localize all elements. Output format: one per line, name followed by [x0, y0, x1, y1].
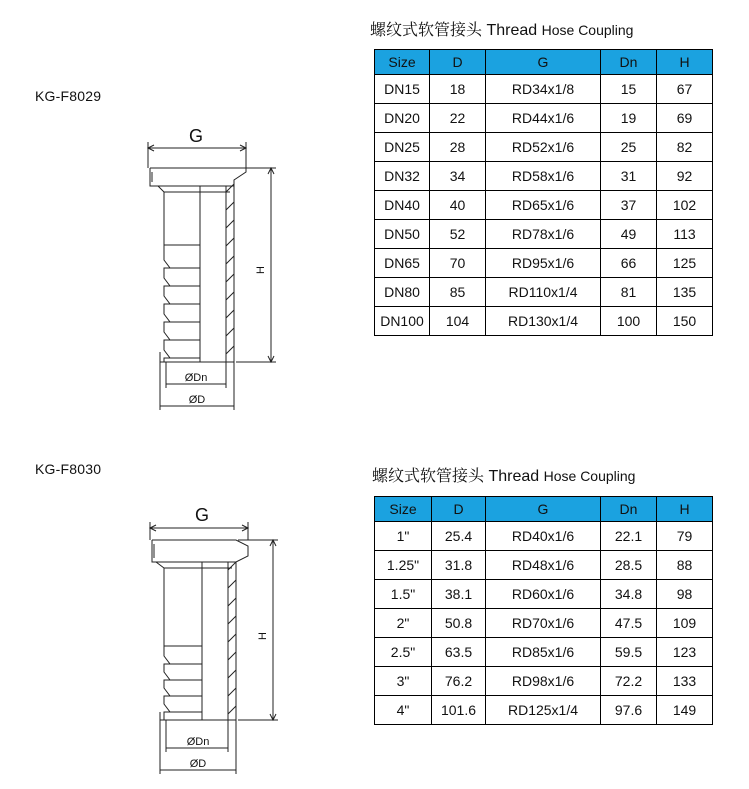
- table-caption: [372, 463, 635, 486]
- table-row: [375, 307, 713, 336]
- table-header-row: [375, 497, 713, 522]
- table-cell: 15: [601, 75, 657, 104]
- table-row: [375, 133, 713, 162]
- column-header: Dn: [601, 497, 657, 522]
- table-cell: 19: [601, 104, 657, 133]
- column-header: H: [657, 497, 713, 522]
- table-cell: RD85x1/6: [486, 638, 601, 667]
- table-row: [375, 220, 713, 249]
- column-header: Dn: [601, 50, 657, 75]
- table-cell: DN100: [375, 307, 430, 336]
- table-cell: 69: [657, 104, 713, 133]
- table-cell: 18: [430, 75, 486, 104]
- spec-table: [374, 496, 713, 725]
- dim-label-dn: ØDn: [186, 736, 210, 748]
- table-cell: 81: [601, 278, 657, 307]
- table-cell: RD40x1/6: [486, 522, 601, 551]
- table-cell: RD44x1/6: [486, 104, 601, 133]
- column-header: G: [486, 50, 601, 75]
- table-caption: [370, 17, 633, 40]
- spec-table: [374, 49, 713, 336]
- table-row: [375, 551, 713, 580]
- table-row: [375, 191, 713, 220]
- table-cell: 38.1: [432, 580, 486, 609]
- caption-cn: 螺纹式软管接头: [370, 22, 483, 39]
- table-cell: RD125x1/4: [486, 696, 601, 725]
- table-cell: RD52x1/6: [486, 133, 601, 162]
- model-label: KG-F8029: [35, 88, 102, 104]
- column-header: H: [657, 50, 713, 75]
- table-cell: 100: [601, 307, 657, 336]
- dim-label-g: G: [188, 126, 204, 146]
- table-cell: 34: [430, 162, 486, 191]
- table-cell: 22: [430, 104, 486, 133]
- dim-label-d: ØD: [189, 758, 207, 770]
- table-cell: 4": [375, 696, 432, 725]
- table-cell: DN15: [375, 75, 430, 104]
- table-cell: RD58x1/6: [486, 162, 601, 191]
- table-cell: 47.5: [601, 609, 657, 638]
- table-row: [375, 609, 713, 638]
- dim-label-h: H: [257, 632, 269, 640]
- table-cell: 59.5: [601, 638, 657, 667]
- table-row: [375, 667, 713, 696]
- table-cell: 1": [375, 522, 432, 551]
- table-row: [375, 696, 713, 725]
- table-cell: 125: [657, 249, 713, 278]
- table-cell: 22.1: [601, 522, 657, 551]
- dim-label-h: H: [255, 266, 267, 274]
- table-cell: 88: [657, 551, 713, 580]
- table-cell: 102: [657, 191, 713, 220]
- table-cell: RD110x1/4: [486, 278, 601, 307]
- table-cell: 40: [430, 191, 486, 220]
- table-cell: 101.6: [432, 696, 486, 725]
- table-cell: DN80: [375, 278, 430, 307]
- caption-en-1: Thread: [488, 468, 540, 485]
- table-cell: 25: [601, 133, 657, 162]
- table-cell: DN40: [375, 191, 430, 220]
- table-row: [375, 162, 713, 191]
- table-cell: 2": [375, 609, 432, 638]
- table-cell: 82: [657, 133, 713, 162]
- dim-label-d: ØD: [188, 394, 206, 406]
- table-cell: 25.4: [432, 522, 486, 551]
- table-header-row: [375, 50, 713, 75]
- column-header: D: [432, 497, 486, 522]
- table-row: [375, 75, 713, 104]
- table-cell: 79: [657, 522, 713, 551]
- table-row: [375, 104, 713, 133]
- caption-en-1: Thread: [486, 22, 538, 39]
- table-cell: 31: [601, 162, 657, 191]
- table-cell: 1.25": [375, 551, 432, 580]
- column-header: G: [486, 497, 601, 522]
- caption-en-2: Hose Coupling: [543, 468, 636, 484]
- table-cell: DN65: [375, 249, 430, 278]
- table-cell: 97.6: [601, 696, 657, 725]
- caption-en-2: Hose Coupling: [541, 22, 634, 38]
- table-cell: DN50: [375, 220, 430, 249]
- table-cell: 70: [430, 249, 486, 278]
- table-cell: RD48x1/6: [486, 551, 601, 580]
- coupling-drawing: [132, 496, 312, 786]
- table-cell: 76.2: [432, 667, 486, 696]
- table-cell: DN32: [375, 162, 430, 191]
- table-cell: 63.5: [432, 638, 486, 667]
- table-cell: 109: [657, 609, 713, 638]
- model-label: KG-F8030: [35, 461, 102, 477]
- table-cell: RD34x1/8: [486, 75, 601, 104]
- table-cell: 113: [657, 220, 713, 249]
- table-cell: 49: [601, 220, 657, 249]
- table-cell: 150: [657, 307, 713, 336]
- dim-label-g: G: [194, 505, 210, 525]
- caption-cn: 螺纹式软管接头: [372, 468, 485, 485]
- table-cell: RD60x1/6: [486, 580, 601, 609]
- table-row: [375, 249, 713, 278]
- column-header: Size: [375, 50, 430, 75]
- table-cell: RD130x1/4: [486, 307, 601, 336]
- table-cell: DN25: [375, 133, 430, 162]
- table-row: [375, 522, 713, 551]
- table-cell: 50.8: [432, 609, 486, 638]
- table-cell: DN20: [375, 104, 430, 133]
- table-cell: 52: [430, 220, 486, 249]
- table-cell: 66: [601, 249, 657, 278]
- table-row: [375, 638, 713, 667]
- table-cell: 28.5: [601, 551, 657, 580]
- table-row: [375, 278, 713, 307]
- dim-label-dn: ØDn: [184, 372, 208, 384]
- table-cell: 123: [657, 638, 713, 667]
- table-cell: RD95x1/6: [486, 249, 601, 278]
- table-cell: 2.5": [375, 638, 432, 667]
- table-cell: 1.5": [375, 580, 432, 609]
- table-cell: 104: [430, 307, 486, 336]
- table-cell: 31.8: [432, 551, 486, 580]
- table-cell: 67: [657, 75, 713, 104]
- table-row: [375, 580, 713, 609]
- table-cell: 37: [601, 191, 657, 220]
- table-cell: RD65x1/6: [486, 191, 601, 220]
- table-cell: 28: [430, 133, 486, 162]
- column-header: D: [430, 50, 486, 75]
- table-cell: 133: [657, 667, 713, 696]
- coupling-drawing: [130, 120, 310, 420]
- table-cell: 34.8: [601, 580, 657, 609]
- table-cell: 98: [657, 580, 713, 609]
- column-header: Size: [375, 497, 432, 522]
- table-cell: RD98x1/6: [486, 667, 601, 696]
- table-cell: RD70x1/6: [486, 609, 601, 638]
- table-cell: 92: [657, 162, 713, 191]
- table-cell: 135: [657, 278, 713, 307]
- table-cell: RD78x1/6: [486, 220, 601, 249]
- table-cell: 72.2: [601, 667, 657, 696]
- table-cell: 3": [375, 667, 432, 696]
- table-cell: 85: [430, 278, 486, 307]
- table-cell: 149: [657, 696, 713, 725]
